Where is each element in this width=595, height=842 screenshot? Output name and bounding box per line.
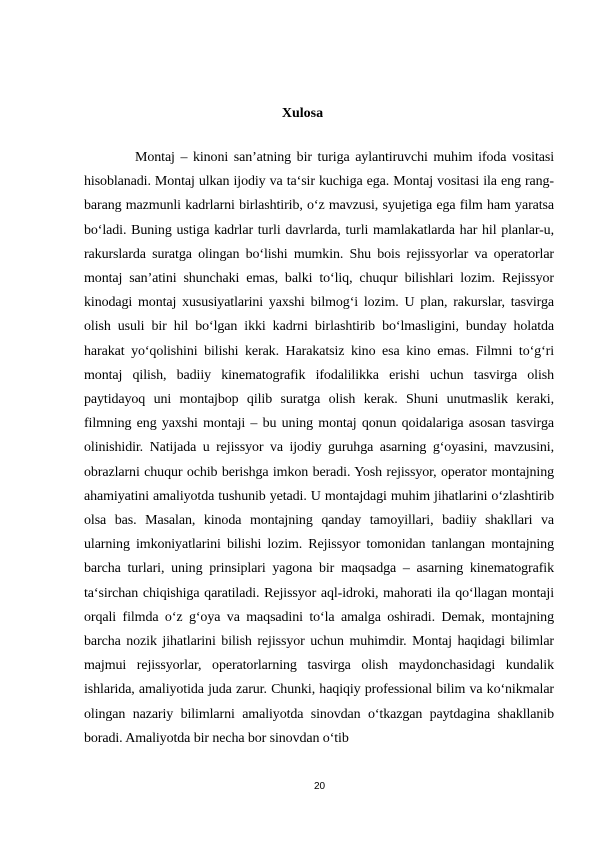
body-paragraph: Montaj – kinoni san’atning bir turiga aylantiruvchi muhim ifoda vositasi hisoblanadi. Montaj ulkan ijodiy va ta‘sir kuchiga ega. Montaj vositasi ila eng rang-barang mazmunli kadrlarni birlashtirib, o‘z mavzusi, syujetiga ega film ham yaratsa bo‘ladi. Buning ustiga kadrlar turli davrlarda, turli mamlakatlarda har hil planlar-u, rakurslarda suratga olingan bo‘lishi mumkin. Shu bois rejissyorlar va operatorlar montaj san’atini shunchaki emas, balki to‘liq, chuqur bilishlari lozim. Rejissyor kinodagi montaj xususiyatlarini yaxshi bilmog‘i lozim. U plan, rakurslar, tasvirga olish usuli bir hil bo‘lgan ikki kadrni birlashtirib bo‘lmasligini, bunday holatda harakat yo‘qolishini bilishi kerak. Harakatsiz kino esa kino emas. Filmni to‘g‘ri montaj qilish, badiiy kinematografik ifodalilikka erishi uchun tasvirga olish paytidayoq uni montajbop qilib suratga olish kerak. Shuni unutmaslik keraki, filmning eng yaxshi montaji – bu uning montaj qonun qoidalariga asosan tasvirga olinishidir. Natijada u rejissyor va ijodiy guruhga asarning g‘oyasini, mavzusini, obrazlarni chuqur ochib berishga imkon beradi. Yosh rejissyor, operator montajning ahamiyatini amaliyotda tushunib yetadi. U montajdagi muhim jihatlarini o‘zlashtirib olsa bas. Masalan, kinoda montajning qanday tamoyillari, badiiy shakllari va ularning imkoniyatlarini bilishi lozim. Rejissyor tomonidan tanlangan montajning barcha turlari, uning prinsiplari yagona bir maqsadga – asarning kinematografik ta‘sirchan chiqishiga qaratiladi. Rejissyor aql-idroki, mahorati ila qo‘llagan montaji orqali filmda o‘z g‘oya va maqsadini to‘la amalga oshiradi. Demak, montajning barcha nozik jihatlarini bilish rejissyor uchun muhimdir. Montaj haqidagi bilimlar majmui rejissyorlar, operatorlarning tasvirga olish maydonchasidagi kundalik ishlarida, amaliyotida juda zarur. Chunki, haqiqiy professional bilim va ko‘nikmalar olingan nazariy bilimlarni amaliyotda sinovdan o‘tkazgan paytdagina shakllanib boradi. Amaliyotda bir necha bor sinovdan o‘tib <box>84 150 554 746</box>
page-number: 20 <box>313 781 326 792</box>
page-title: Xulosa <box>281 106 324 121</box>
